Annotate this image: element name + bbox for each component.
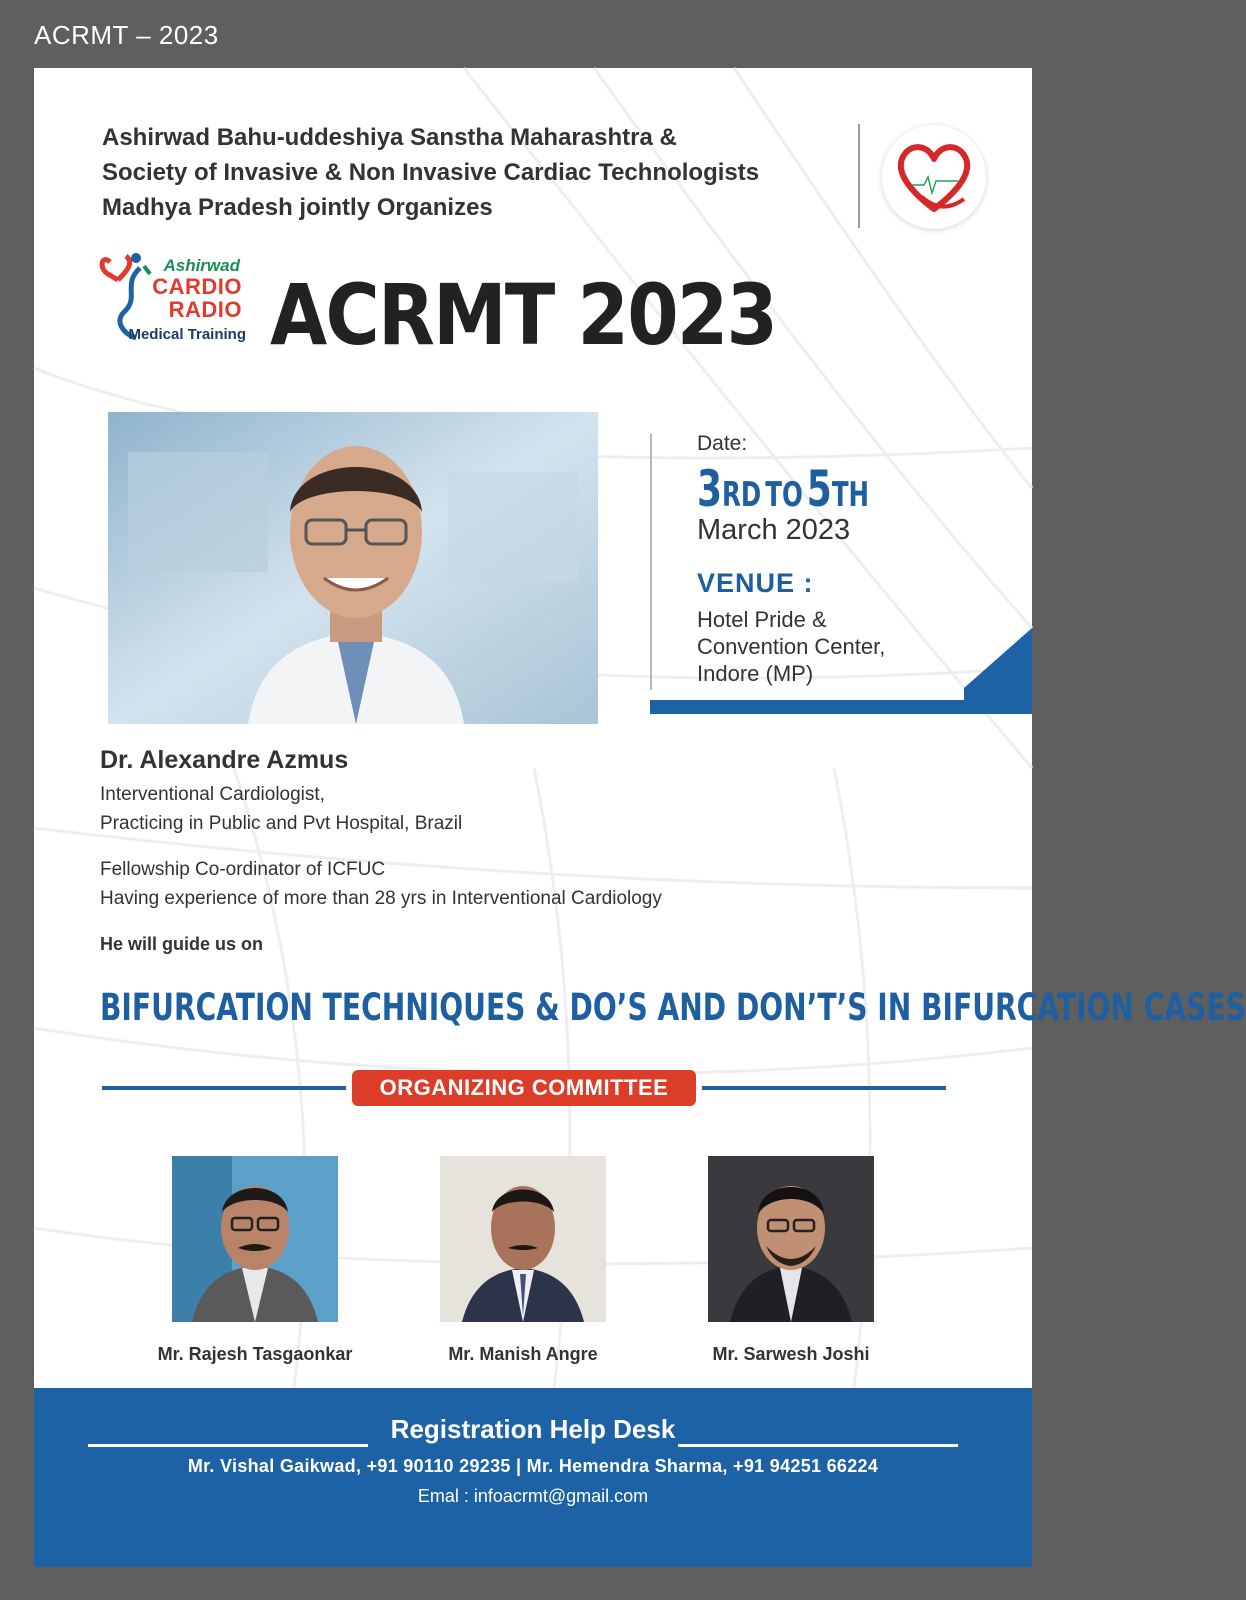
committee-heading: ORGANIZING COMMITTEE: [352, 1070, 696, 1106]
date-label: Date:: [697, 432, 748, 455]
member-name: Mr. Rajesh Tasgaonkar: [157, 1344, 353, 1364]
committee-member: [398, 1156, 648, 1365]
venue-address: [697, 606, 977, 687]
date-start-suffix: RD: [722, 475, 762, 515]
help-desk-title: Registration Help Desk: [390, 1414, 676, 1444]
speaker-name: Dr. Alexandre Azmus: [100, 746, 349, 774]
organizer-line: Ashirwad Bahu-uddeshiya Sanstha Maharashtra &: [102, 124, 677, 151]
session-topic: BIFURCATION TECHNIQUES & DO’S AND DON’T’S IN BIFURCATION CASES: [100, 986, 1246, 1029]
logo-medical-training-text: Medical Training: [128, 326, 246, 343]
speaker-detail: Interventional Cardiologist,: [100, 784, 325, 805]
speaker-detail: Fellowship Co-ordinator of ICFUC: [100, 859, 386, 880]
date-end-number: 5: [806, 460, 832, 518]
member-photo: [440, 1156, 606, 1322]
member-name: Mr. Manish Angre: [448, 1344, 598, 1364]
organizers-text: [102, 120, 862, 225]
committee-rule-right: [702, 1086, 946, 1090]
logo-ashirwad-text: Ashirwad: [163, 256, 240, 275]
acrmt-logo: [100, 248, 250, 360]
heart-icon: [882, 125, 986, 229]
organizer-line: Madhya Pradesh jointly Organizes: [102, 194, 493, 221]
organizer-divider: [858, 124, 860, 228]
committee-member: [666, 1156, 916, 1365]
help-desk-email: Emal : infoacrmt@gmail.com: [417, 1486, 649, 1506]
speaker-photo: [108, 412, 598, 724]
date-divider: [650, 434, 652, 690]
date-month-year: March 2023: [697, 514, 851, 546]
event-poster: [34, 68, 1246, 1567]
logo-radio-text: RADIO: [168, 297, 242, 322]
venue-line: Hotel Pride &: [697, 607, 827, 632]
venue-line: Indore (MP): [697, 661, 814, 686]
help-desk-contacts: Mr. Vishal Gaikwad, +91 90110 29235 | Mr. Hemendra Sharma, +91 94251 66224: [187, 1456, 879, 1476]
frame-title: ACRMT – 2023: [34, 20, 219, 50]
committee-member: [130, 1156, 380, 1365]
venue-line: Convention Center,: [697, 634, 886, 659]
organizer-line: Society of Invasive & Non Invasive Cardiac Technologists: [102, 159, 760, 186]
event-title: ACRMT 2023: [270, 266, 777, 364]
date-range: [697, 460, 869, 518]
speaker-detail: Practicing in Public and Pvt Hospital, Brazil: [100, 813, 463, 834]
registration-help-desk: [34, 1388, 1032, 1567]
logo-cardio-text: CARDIO: [152, 274, 242, 299]
member-photo: [172, 1156, 338, 1322]
date-to: TO: [765, 475, 803, 515]
speaker-detail: Having experience of more than 28 yrs in Interventional Cardiology: [100, 888, 662, 909]
committee-rule-left: [102, 1086, 346, 1090]
partner-heart-logo: [882, 125, 986, 229]
venue-label: VENUE :: [697, 568, 814, 598]
member-photo: [708, 1156, 874, 1322]
date-start-number: 3: [697, 460, 723, 518]
member-name: Mr. Sarwesh Joshi: [712, 1344, 870, 1364]
date-end-suffix: TH: [831, 475, 870, 515]
guide-text: He will guide us on: [100, 934, 264, 954]
